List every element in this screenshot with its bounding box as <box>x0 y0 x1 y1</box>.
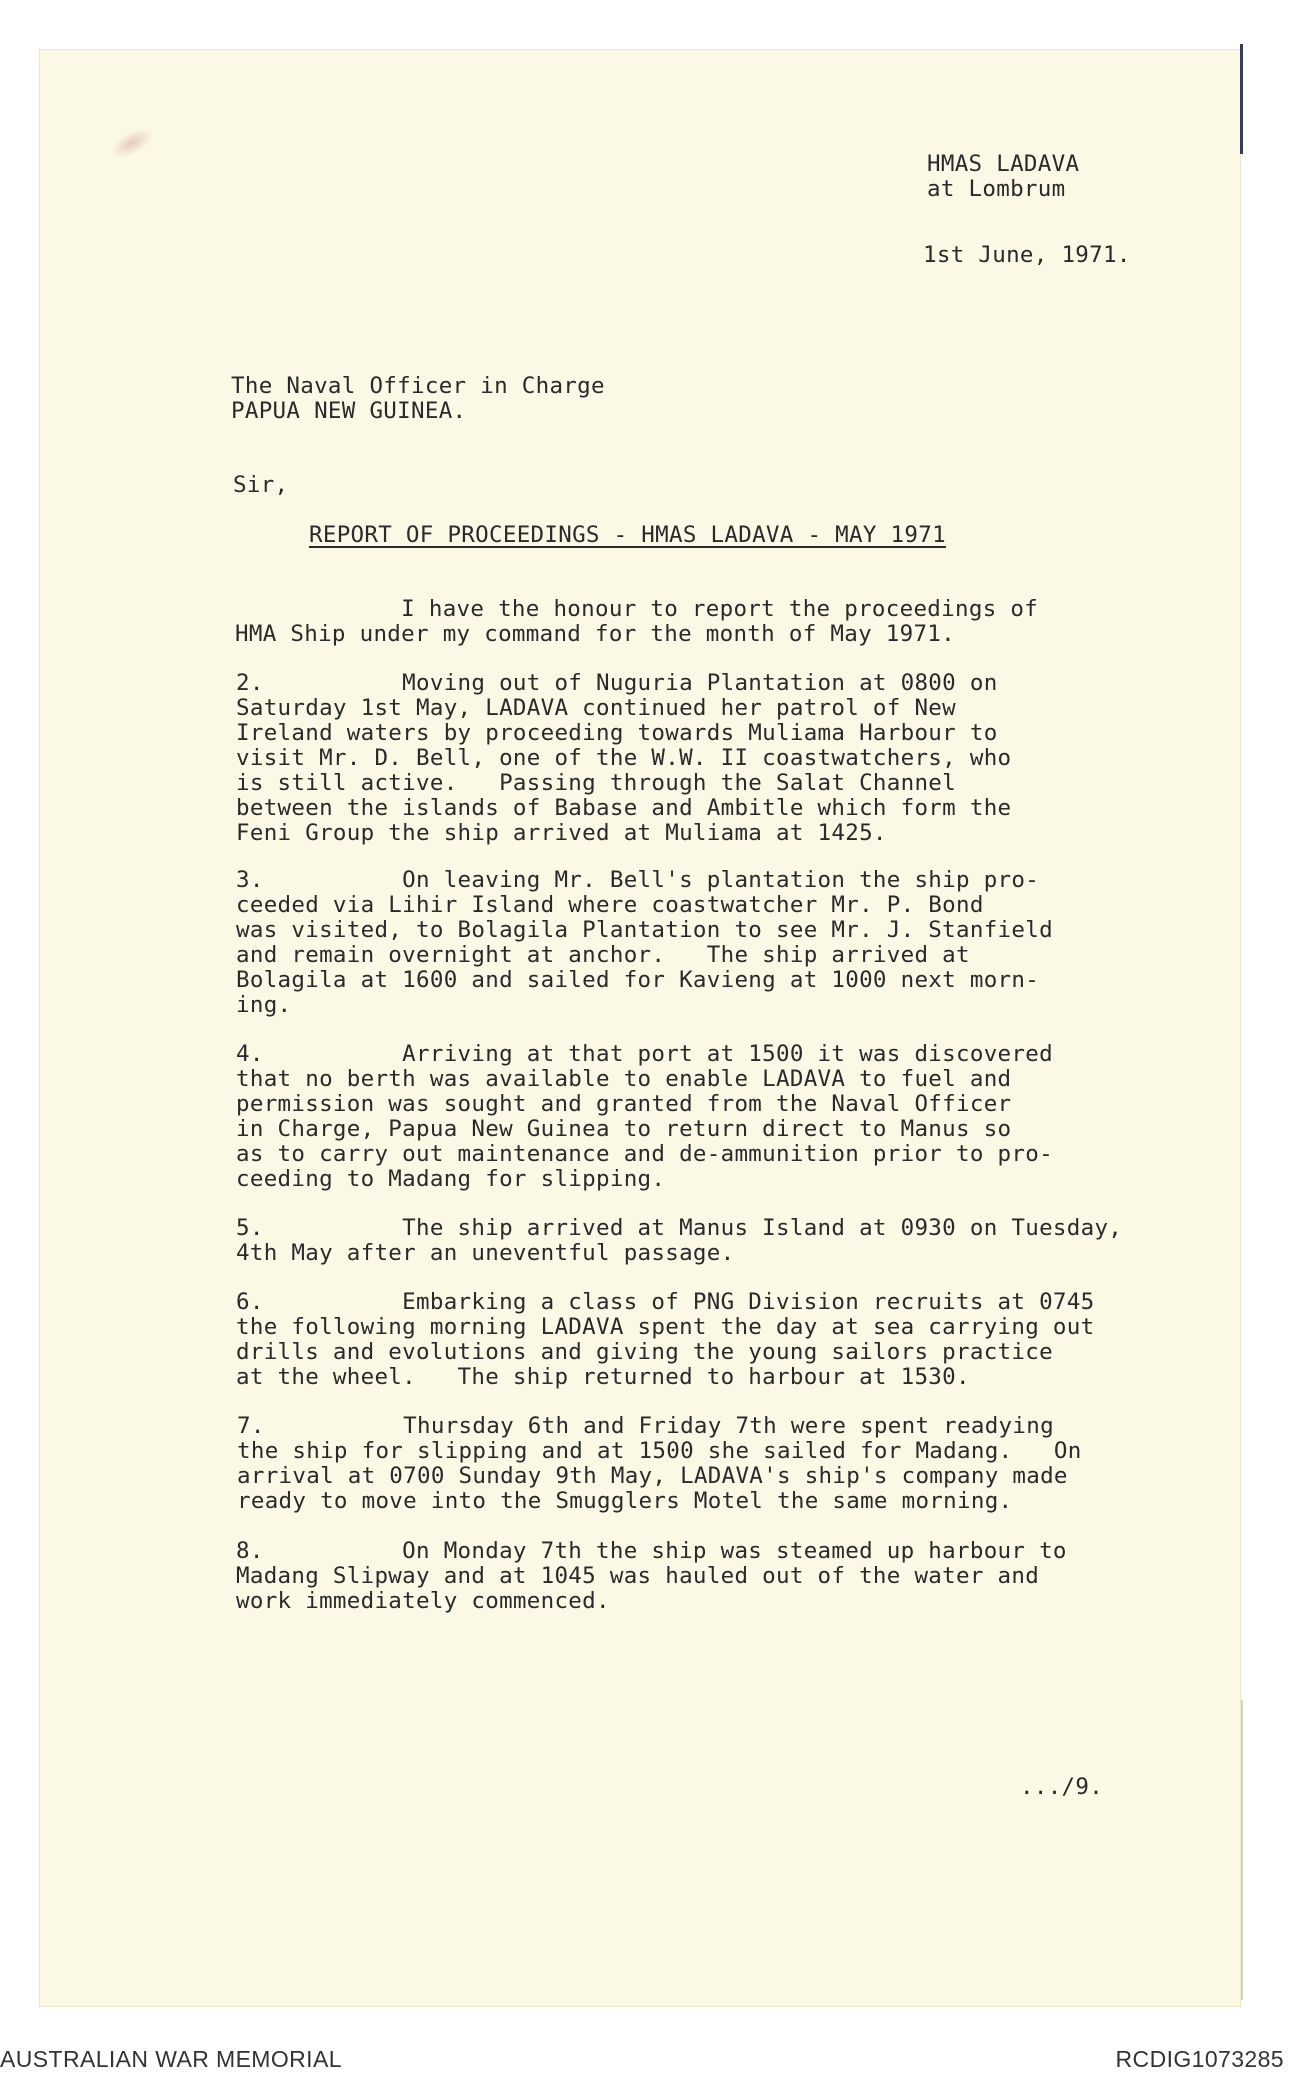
paragraph-5: 5. The ship arrived at Manus Island at 0930 on Tuesday, 4th May after an uneventful passage. <box>236 1215 1123 1266</box>
page-edge-shadow <box>1241 1700 1243 2000</box>
paragraph-4: 4. Arriving at that port at 1500 it was discovered that no berth was available to enable LADAVA to fuel and permission was sought and granted from the Naval Officer in Charge, Papua New Guinea to return direct to Manus so as to carry out maintenance and de-ammunition prior to pro- ceeding to Madang for slipping. <box>236 1041 1053 1192</box>
paragraph-2: 2. Moving out of Nuguria Plantation at 0800 on Saturday 1st May, LADAVA continued her patrol of New Ireland waters by proceeding towards Muliama Harbour to visit Mr. D. Bell, one of the W.W. II coastwatchers, who is still active. Passing through the Salat Channel between the islands of Babase and Ambitle which form the Feni Group the ship arrived at Muliama at 1425. <box>236 670 1012 846</box>
continuation-marker: .../9. <box>1020 1774 1104 1800</box>
ship-location: at Lombrum <box>927 176 1066 202</box>
paragraph-3: 3. On leaving Mr. Bell's plantation the ship pro- ceeded via Lihir Island where coastwatcher Mr. P. Bond was visited, to Bolagila Plantation to see Mr. J. Stanfield and remain overnight at anchor. The ship arrived at Bolagila at 1600 and sailed for Kavieng at 1000 next morn- ing. <box>236 867 1053 1018</box>
paragraph-7: 7. Thursday 6th and Friday 7th were spent readying the ship for slipping and at 1500 she sailed for Madang. On arrival at 0700 Sunday 9th May, LADAVA's ship's company made ready to move into the Smugglers Motel the same morning. <box>237 1413 1082 1514</box>
paragraph-1: I have the honour to report the proceedings of HMA Ship under my command for the month of May 1971. <box>235 596 1039 647</box>
margin-mark <box>1240 44 1243 154</box>
footer-record-id: RCDIG1073285 <box>1115 2046 1284 2072</box>
report-title: REPORT OF PROCEEDINGS - HMAS LADAVA - MAY 1971 <box>309 522 946 548</box>
salutation: Sir, <box>233 472 289 498</box>
paragraph-6: 6. Embarking a class of PNG Division recruits at 0745 the following morning LADAVA spent the day at sea carrying out drills and evolutions and giving the young sailors practice at the wheel. The ship returned to harbour at 1530. <box>236 1289 1095 1390</box>
footer-source: AUSTRALIAN WAR MEMORIAL <box>0 2046 342 2072</box>
letter-date: 1st June, 1971. <box>923 242 1131 268</box>
addressee-line-1: The Naval Officer in Charge <box>231 373 605 399</box>
ship-name: HMAS LADAVA <box>927 151 1080 177</box>
addressee-line-2: PAPUA NEW GUINEA. <box>231 398 467 424</box>
paragraph-8: 8. On Monday 7th the ship was steamed up harbour to Madang Slipway and at 1045 was hauled out of the water and work immediately commenced. <box>236 1538 1067 1614</box>
document-page <box>40 50 1240 2006</box>
